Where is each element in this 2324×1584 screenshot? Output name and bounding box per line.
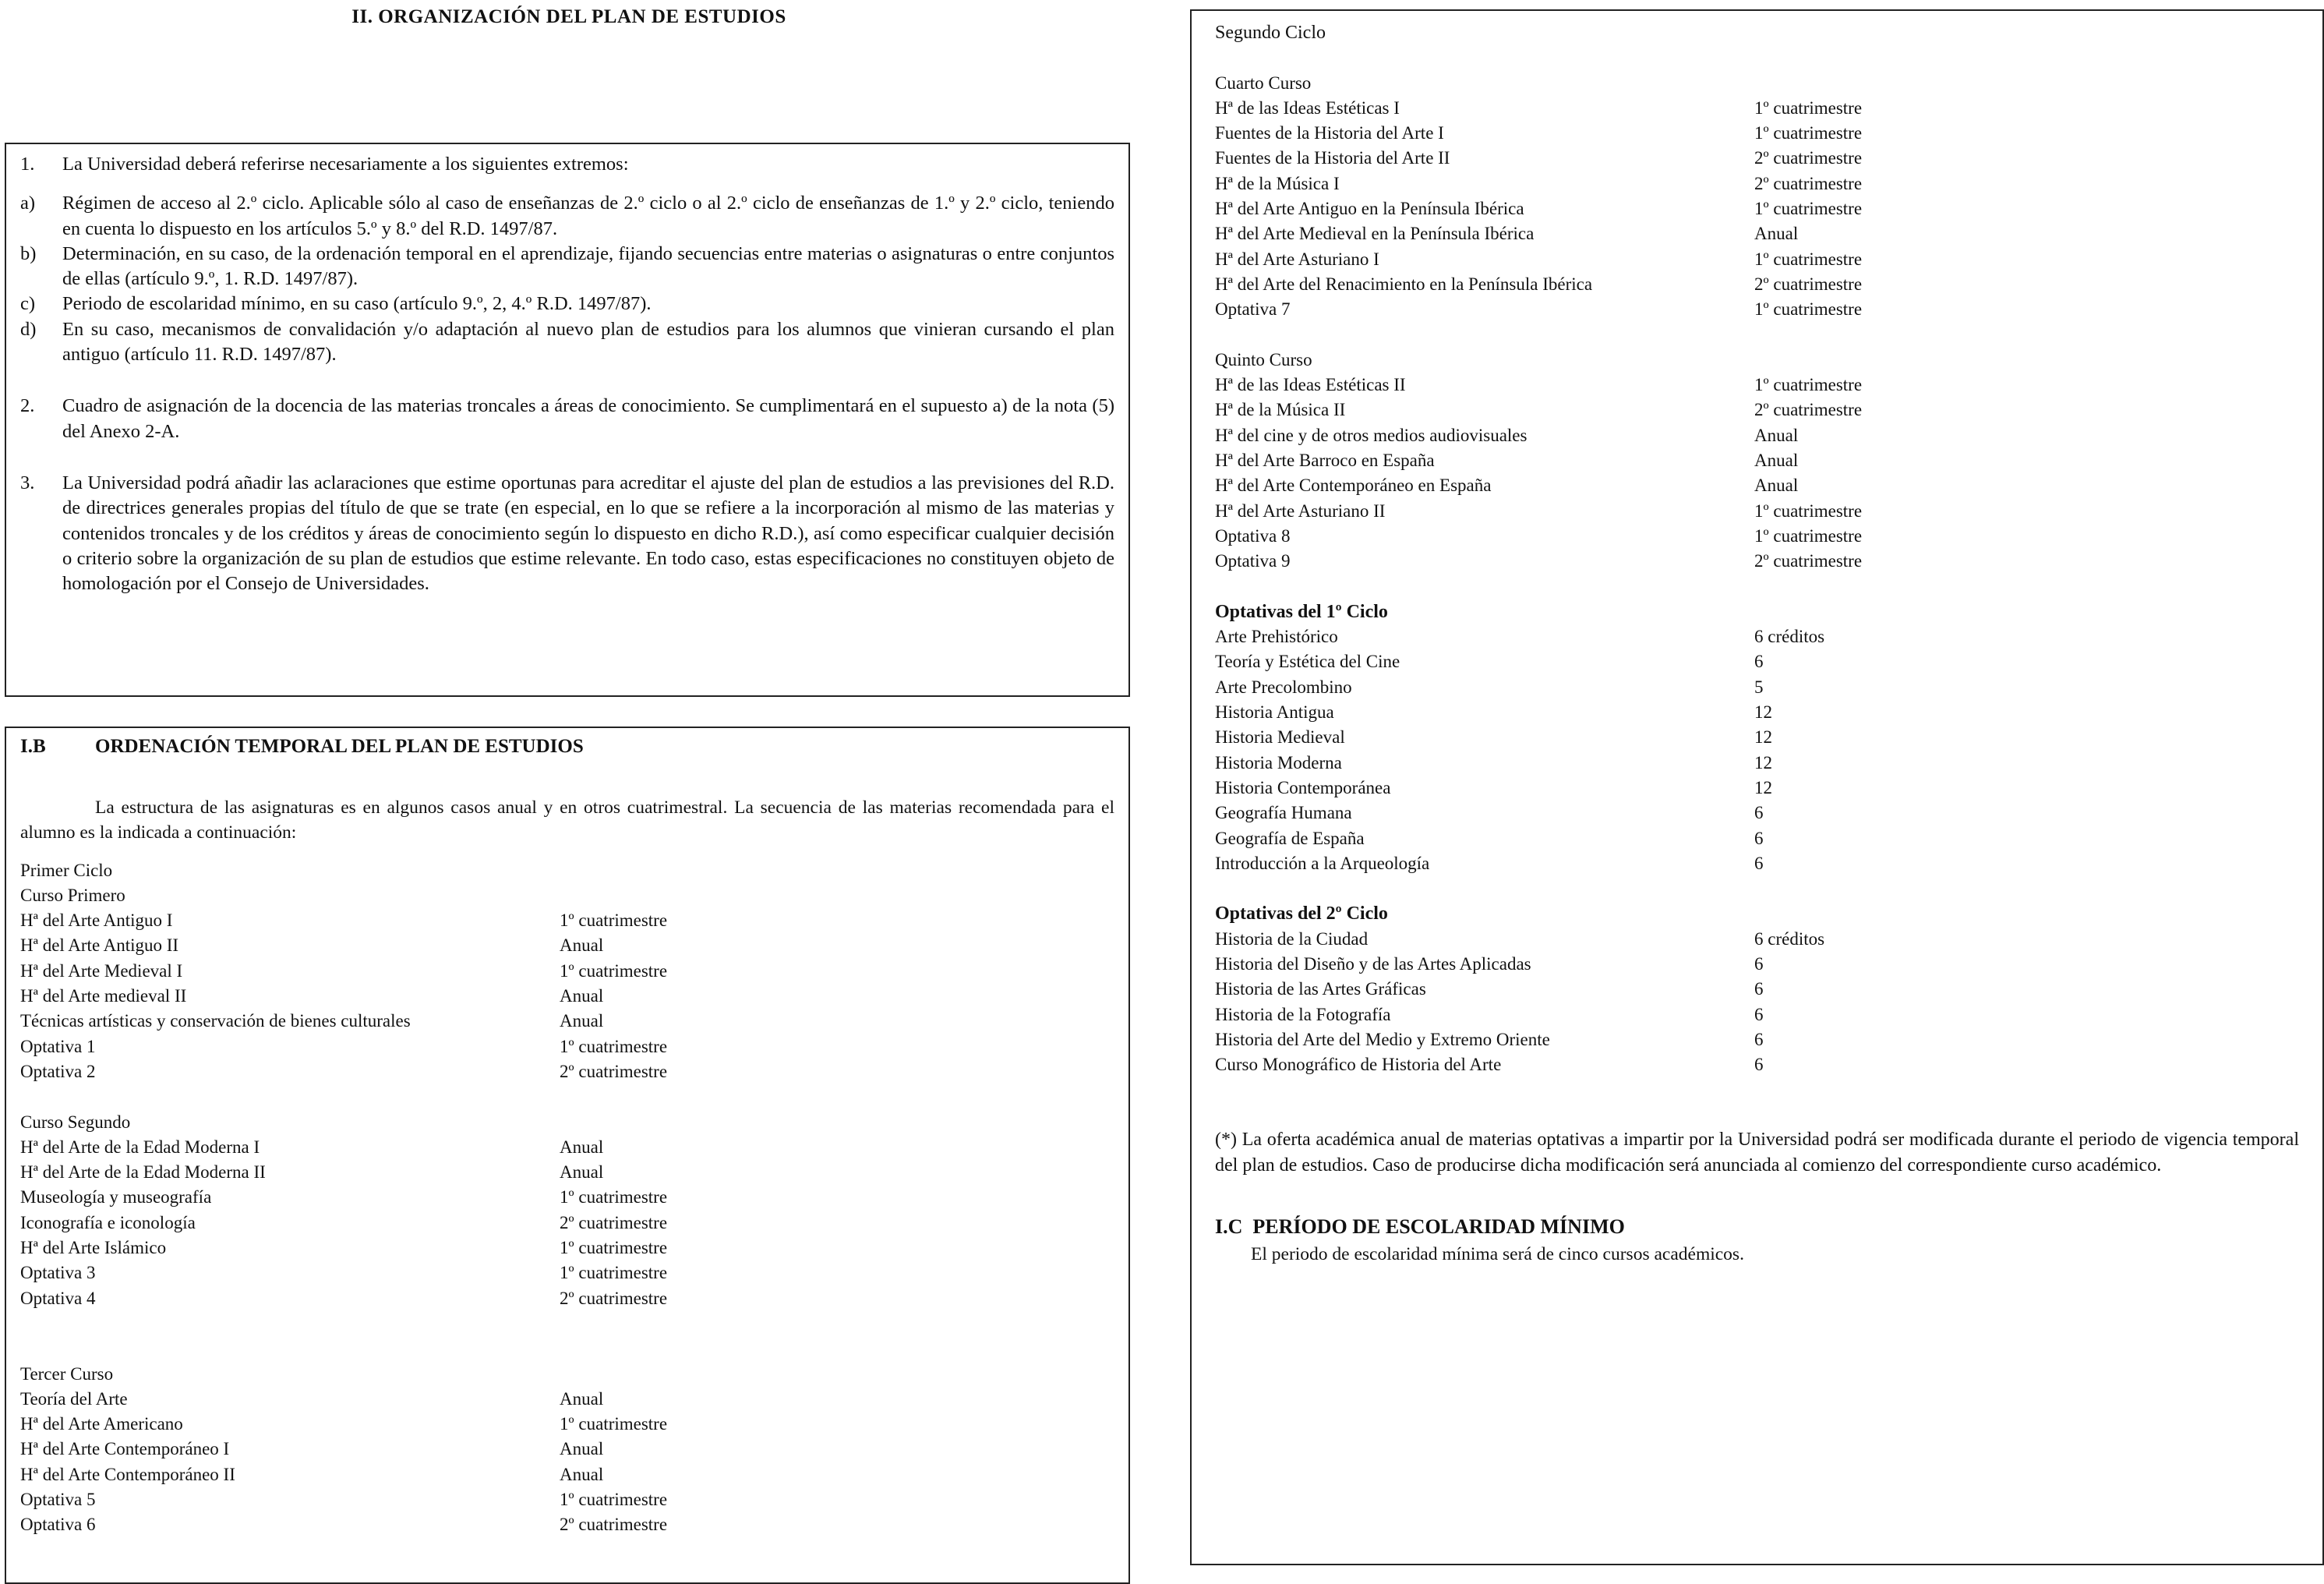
subitem-text: En su caso, mecanismos de convalidación y/o adaptación al nuevo plan de estudios para los alumnos que vinieran cursando el plan antiguo (artículo 11. R.D. 1497/87). [62,318,1114,366]
cycle-title: Primer Ciclo [20,860,113,880]
course-period: Anual [560,986,604,1006]
course-title: Curso Primero [20,885,125,905]
course-row [1215,121,2299,146]
course-name: Hª del Arte Asturiano I [1215,249,1379,269]
note-subitem-c [20,292,1114,316]
course-period: Anual [1754,224,1799,244]
course-name: Técnicas artísticas y conservación de bienes culturales [20,1011,411,1031]
course-name: Hª del Arte Medieval I [20,960,183,981]
course-period: 1º cuatrimestre [560,910,668,931]
course-period: 2º cuatrimestre [560,1061,668,1081]
course-row [1215,851,2299,876]
electives-title: Optativas del 2º Ciclo [1215,903,1388,925]
subitem-text: Periodo de escolaridad mínimo, en su caso (artículo 9.º, 2, 4.º R.D. 1497/87). [62,293,652,315]
course-period: 1º cuatrimestre [1754,500,1863,521]
note-number: 3. [20,472,35,493]
course-period: 1º cuatrimestre [1754,97,1863,118]
course-name: Historia del Arte del Medio y Extremo Oriente [1215,1029,1550,1049]
course-period: 1º cuatrimestre [560,1490,668,1510]
course-row [1215,398,2299,423]
note-item-3 [20,471,1114,596]
course-name: Hª del Arte Contemporáneo II [20,1464,235,1484]
course-row [1215,297,2299,322]
course-title: Quinto Curso [1215,349,1312,369]
course-row [1215,524,2299,549]
course-name: Hª del Arte de la Edad Moderna II [20,1162,266,1183]
course-title: Curso Segundo [20,1112,131,1132]
course-name: Hª del cine y de otros medios audiovisuales [1215,425,1528,445]
course-row [20,1286,1114,1311]
course-list-segundo [20,1135,1114,1311]
subitem-text: Determinación, en su caso, de la ordenación temporal en el aprendizaje, fijando secuencias entre materias o asignaturas o entre conjuntos de ellas (artículo 9.º, 1. R.D. 1497/87). [62,242,1114,290]
course-credits: 6 [1754,979,1764,999]
course-credits: 6 créditos [1754,928,1825,949]
course-credits: 6 créditos [1754,627,1825,647]
course-name: Geografía Humana [1215,803,1352,823]
course-row [20,1009,1114,1034]
course-period: Anual [560,935,604,956]
course-name: Hª del Arte Americano [20,1414,183,1434]
course-name: Hª del Arte Contemporáneo en España [1215,476,1492,496]
course-credits: 6 [1754,1055,1764,1075]
course-name: Historia Contemporánea [1215,777,1391,797]
course-period: 2º cuatrimestre [560,1515,668,1535]
course-name: Arte Prehistórico [1215,627,1338,647]
course-row [1215,221,2299,246]
course-name: Optativa 1 [20,1036,96,1056]
course-row [1215,776,2299,801]
course-period: 1º cuatrimestre [560,1414,668,1434]
course-name: Iconografía e iconología [20,1212,196,1232]
course-period: Anual [560,1137,604,1157]
course-row [20,1135,1114,1160]
course-period: Anual [560,1439,604,1459]
course-row [1215,247,2299,272]
course-name: Historia de la Ciudad [1215,928,1369,949]
course-name: Hª del Arte Barroco en España [1215,451,1435,471]
course-period: 1º cuatrimestre [1754,199,1863,219]
course-credits: 6 [1754,953,1764,974]
course-row [1215,146,2299,171]
course-credits: 6 [1754,1004,1764,1024]
course-row [1215,196,2299,221]
course-row [1215,96,2299,121]
course-row [1215,649,2299,674]
course-title: Tercer Curso [20,1363,114,1384]
section-heading [20,736,1114,758]
note-item-2 [20,394,1114,444]
course-name: Curso Monográfico de Historia del Arte [1215,1055,1502,1075]
course-name: Teoría y Estética del Cine [1215,652,1400,672]
course-period: 2º cuatrimestre [1754,274,1863,294]
course-row [1215,499,2299,524]
course-name: Hª del Arte del Renacimiento en la Península Ibérica [1215,274,1593,294]
subitem-letter: c) [20,293,36,315]
course-period: 1º cuatrimestre [1754,249,1863,269]
instructions-box [5,143,1130,697]
course-row [20,959,1114,984]
course-name: Optativa 8 [1215,525,1291,546]
course-name: Arte Precolombino [1215,677,1352,697]
note-text: Cuadro de asignación de la docencia de las materias troncales a áreas de conocimiento. Se cumplimentará en el supuesto a) de la nota (5) del Anexo 2-A. [62,395,1114,442]
course-name: Optativa 7 [1215,299,1291,320]
course-row [20,933,1114,958]
course-row [20,1160,1114,1185]
course-name: Geografía de España [1215,828,1365,848]
course-name: Optativa 3 [20,1263,96,1283]
course-name: Introducción a la Arqueología [1215,853,1430,873]
course-row [20,1512,1114,1537]
course-period: 2º cuatrimestre [1754,551,1863,571]
course-row [1215,171,2299,196]
course-name: Fuentes de la Historia del Arte II [1215,148,1450,168]
course-row [20,1487,1114,1512]
course-period: 1º cuatrimestre [1754,299,1863,320]
course-row [1215,826,2299,851]
course-row [1215,927,2299,952]
course-name: Historia Medieval [1215,727,1345,748]
note-subitem-b [20,242,1114,292]
section-title: PERÍODO DE ESCOLARIDAD MÍNIMO [1252,1215,1625,1239]
course-row [20,1462,1114,1487]
course-title: Cuarto Curso [1215,72,1312,93]
course-row [1215,952,2299,977]
note-sublist [20,191,1114,367]
course-row [1215,448,2299,473]
subitem-letter: b) [20,242,37,264]
course-credits: 12 [1754,702,1772,723]
course-row [1215,1027,2299,1052]
course-period: 1º cuatrimestre [1754,375,1863,395]
course-credits: 6 [1754,828,1764,848]
course-row [20,1059,1114,1084]
course-row [20,1211,1114,1236]
subitem-text: Régimen de acceso al 2.º ciclo. Aplicable sólo al caso de enseñanzas de 2.º ciclo o al 2.º ciclo de enseñanzas de 1.º y 2.º ciclo, teniendo en cuenta lo dispuesto en los artículos 5.º y 8.º del R.D. 1497/87. [62,193,1114,239]
course-row [1215,373,2299,398]
course-credits: 6 [1754,803,1764,823]
course-period: Anual [1754,451,1799,471]
course-row [1215,700,2299,725]
course-period: 1º cuatrimestre [560,1238,668,1258]
course-period: 1º cuatrimestre [560,1036,668,1056]
footnote: (*) La oferta académica anual de materias optativas a impartir por la Universidad podrá ser modificada durante el periodo de vigencia temporal del plan de estudios. Caso de producirse dicha modificación será anunciada al comienzo del correspondiente curso académico. [1215,1130,2299,1176]
course-credits: 5 [1754,677,1764,697]
note-text: La Universidad podrá añadir las aclaraciones que estime oportunas para acreditar el ajuste del plan de estudios a las previsiones del R.D. de directrices generales propias del título de que se trate (en especial, en lo que se refiere a la incorporación al mismo de las materias y contenidos troncales y de los créditos y áreas de conocimiento según lo dispuesto en dicho R.D.), así como especificar cualquier decisión o criterio sobre la organización de su plan de estudios que estime relevante. En todo caso, estas especificaciones no constituyen objeto de homologación por el Consejo de Universidades. [62,472,1114,595]
course-row [20,1260,1114,1285]
course-name: Museología y museografía [20,1187,212,1207]
course-name: Hª del Arte Antiguo II [20,935,179,956]
course-period: 1º cuatrimestre [560,960,668,981]
cycle-title: Segundo Ciclo [1215,23,1326,43]
course-list-primero [20,908,1114,1084]
course-row [1215,977,2299,1002]
course-period: 2º cuatrimestre [1754,400,1863,420]
course-period: Anual [560,1162,604,1183]
course-row [20,984,1114,1009]
course-name: Hª del Arte de la Edad Moderna I [20,1137,260,1157]
course-period: Anual [560,1011,604,1031]
note-subitem-a [20,191,1114,242]
course-list-tercero [20,1387,1114,1538]
course-name: Historia Moderna [1215,752,1342,773]
course-name: Hª del Arte Asturiano II [1215,500,1386,521]
course-period: 2º cuatrimestre [560,1212,668,1232]
section-title: ORDENACIÓN TEMPORAL DEL PLAN DE ESTUDIOS [95,736,584,757]
electives-list-2 [1215,927,2299,1078]
course-name: Optativa 5 [20,1490,96,1510]
course-period: Anual [560,1464,604,1484]
course-period: Anual [560,1388,604,1409]
course-period: Anual [1754,476,1799,496]
section-code: I.B [20,736,46,757]
course-list-quinto [1215,373,2299,574]
course-period: 1º cuatrimestre [560,1187,668,1207]
course-credits: 12 [1754,727,1772,748]
course-name: Optativa 9 [1215,551,1291,571]
course-name: Hª del Arte Medieval en la Península Ibérica [1215,224,1535,244]
segundo-ciclo-box [1190,9,2324,1565]
course-row [1215,725,2299,750]
course-row [20,1185,1114,1210]
course-name: Optativa 4 [20,1288,96,1308]
course-period: 2º cuatrimestre [1754,148,1863,168]
course-row [20,1412,1114,1437]
course-row [1215,549,2299,574]
note-item-1 [20,152,1114,177]
note-subitem-d [20,317,1114,368]
course-name: Historia de la Fotografía [1215,1004,1391,1024]
course-row [20,1387,1114,1412]
course-name: Hª de las Ideas Estéticas II [1215,375,1406,395]
note-text: La Universidad deberá referirse necesariamente a los siguientes extremos: [62,154,629,175]
course-name: Hª del Arte Contemporáneo I [20,1439,230,1459]
electives-title: Optativas del 1º Ciclo [1215,601,1388,622]
subitem-letter: d) [20,318,37,340]
section-heading [1215,1215,2299,1242]
course-name: Historia de las Artes Gráficas [1215,979,1426,999]
course-row [20,1034,1114,1059]
course-credits: 6 [1754,853,1764,873]
course-list-cuarto [1215,96,2299,323]
course-name: Historia Antigua [1215,702,1334,723]
course-row [1215,423,2299,448]
course-name: Historia del Diseño y de las Artes Aplicadas [1215,953,1531,974]
course-name: Optativa 2 [20,1061,96,1081]
page-title: II. ORGANIZACIÓN DEL PLAN DE ESTUDIOS [351,6,786,27]
course-row [1215,473,2299,498]
course-row [20,908,1114,933]
course-credits: 12 [1754,752,1772,773]
course-row [20,1437,1114,1462]
course-credits: 6 [1754,1029,1764,1049]
course-period: 1º cuatrimestre [560,1263,668,1283]
course-row [1215,801,2299,826]
course-name: Hª del Arte medieval II [20,986,187,1006]
course-period: 1º cuatrimestre [1754,525,1863,546]
subitem-letter: a) [20,193,36,214]
course-name: Hª de la Música I [1215,173,1340,193]
section-intro: La estructura de las asignaturas es en algunos casos anual y en otros cuatrimestral. La secuencia de las materias recomendada para el alumno es la indicada a continuación: [20,797,1114,843]
course-row [1215,751,2299,776]
course-name: Teoría del Arte [20,1388,128,1409]
course-row [1215,272,2299,297]
course-row [1215,624,2299,649]
course-period: 1º cuatrimestre [1754,123,1863,143]
course-name: Fuentes de la Historia del Arte I [1215,123,1444,143]
ordenacion-box [5,727,1130,1584]
section-code: I.C [1215,1215,1243,1239]
course-credits: 6 [1754,652,1764,672]
course-row [1215,1052,2299,1077]
course-credits: 12 [1754,777,1772,797]
course-name: Hª del Arte Antiguo en la Península Ibérica [1215,199,1524,219]
note-number: 1. [20,154,35,175]
course-period: 2º cuatrimestre [560,1288,668,1308]
course-period: 2º cuatrimestre [1754,173,1863,193]
note-number: 2. [20,395,35,417]
electives-list-1 [1215,624,2299,876]
course-row [1215,675,2299,700]
course-name: Hª de las Ideas Estéticas I [1215,97,1400,118]
course-name: Optativa 6 [20,1515,96,1535]
course-period: Anual [1754,425,1799,445]
course-name: Hª del Arte Islámico [20,1238,167,1258]
course-name: Hª de la Música II [1215,400,1346,420]
course-row [20,1236,1114,1260]
periodo-text: El periodo de escolaridad mínima será de cinco cursos académicos. [1251,1244,1744,1265]
course-row [1215,1002,2299,1027]
course-name: Hª del Arte Antiguo I [20,910,173,931]
